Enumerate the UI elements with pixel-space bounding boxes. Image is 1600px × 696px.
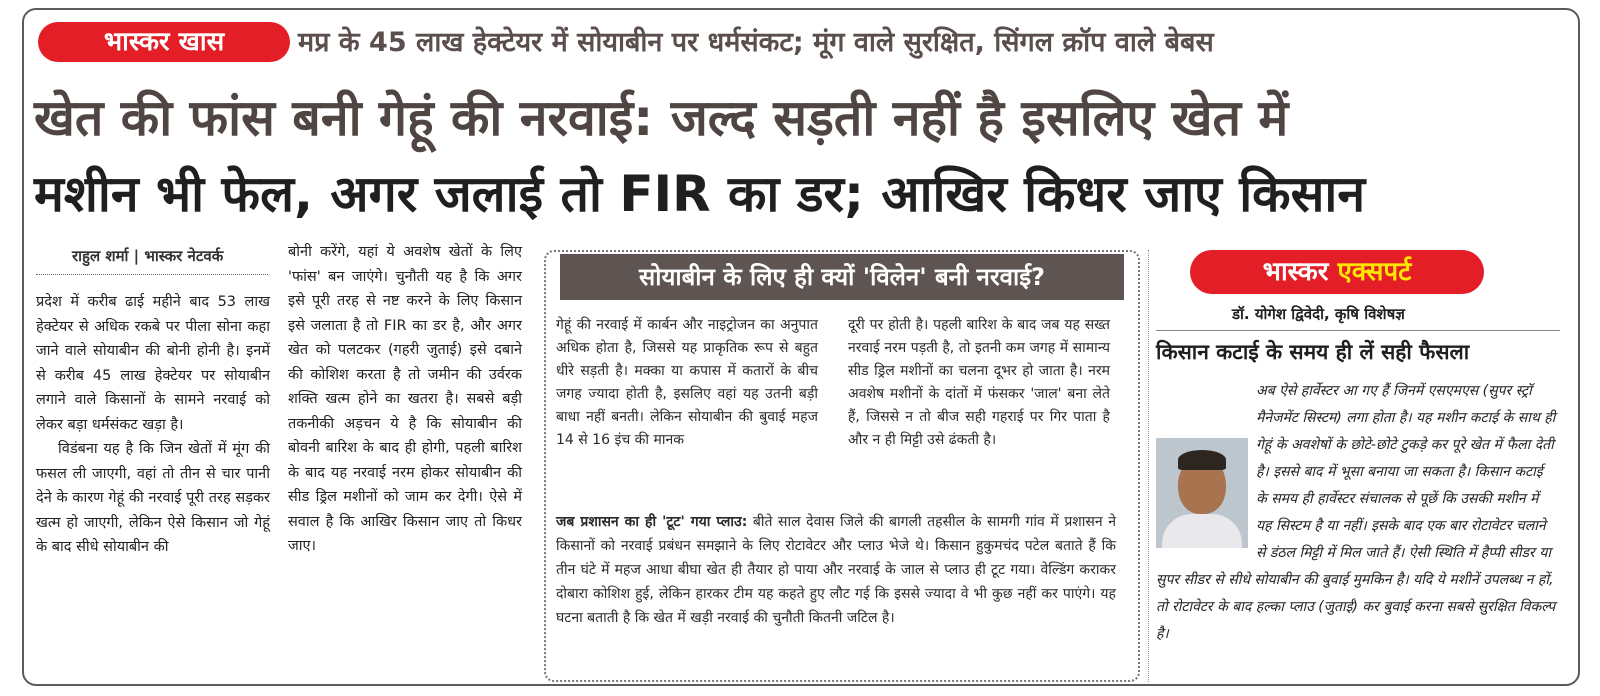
expert-badge-bhaskar: भास्कर [1262, 257, 1329, 287]
expert-text: अब ऐसे हार्वेस्टर आ गए हैं जिनमें एसएमएस (सुपर स्ट्रॉ मैनेजमेंट सिस्टम) लगा होता है। यह मशीन कटाई के साथ ही गेहूं के अवशेषों के छोटे-छोटे टुकड़े कर पूरे खेत में फैला देती है। इससे बाद में भूसा बनाया जा सकता है। किसान कटाई के समय ही हार्वेस्टर संचालक से पूछें कि उसकी मशीन में यह सिस्टम है या नहीं। इसके बाद एक बार रोटावेटर चलाने से डंठल मिट्टी में मिल जाते हैं। ऐसी स्थिति में हैप्पी सीडर या सुपर सीडर से सीधे सोयाबीन की बुवाई मुमकिन है। यदि ये मशीनें उपलब्ध न हों, तो रोटावेटर के बाद हल्का प्लाउ (जुताई) कर बुवाई करना सबसे सुरक्षित विकल्प है। [1156, 383, 1556, 642]
expert-name: डॉ. योगेश द्विवेदी, कृषि विशेषज्ञ [1232, 305, 1405, 323]
sidebar-box-lower-body: बीते साल देवास जिले की बागली तहसील के सामगी गांव में प्रशासन ने किसानों को नरवाई प्रबंधन समझाने के लिए रोटावेटर और प्लाउ भेजे थे। किसान हुकुमचंद पटेल बताते हैं कि तीन घंटे में महज आधा बीघा खेत ही तैयार हो पाया और नरवाई के जाल से प्लाउ ही टूट गया। वेल्डिंग कराकर दोबारा कोशिश हुई, लेकिन हारकर टीम यह कहते हुए लौट गई कि इससे ज्यादा वे भी कुछ नहीं कर पाएंगे। यह घटना बताती है कि खेत में खड़ी नरवाई की चुनौती कितनी जटिल है। [556, 514, 1117, 626]
story-paragraph: प्रदेश में करीब ढाई महीने बाद 53 लाख हेक्टेयर से अधिक रकबे पर पीला सोना कहा जाने वाले सोयाबीन की बोनी होनी है। इनमें से करीब 45 लाख हेक्टेयर पर सोयाबीन लगाने वाले किसानों के सामने नरवाई को लेकर बड़ा धर्मसंकट खड़ा है। [36, 294, 270, 433]
story-column-1 [36, 290, 270, 560]
headline-line-2: मशीन भी फेल, अगर जलाई तो FIR का डर; आखिर किधर जाए किसान [34, 165, 1366, 223]
byline: राहुल शर्मा | भास्कर नेटवर्क [72, 247, 224, 265]
kicker-headline: मप्र के 45 लाख हेक्टेयर में सोयाबीन पर धर्मसंकट; मूंग वाले सुरक्षित, सिंगल क्रॉप वाले बेबस [298, 27, 1214, 58]
sidebar-box-subhead: जब प्रशासन का ही 'टूट' गया प्लाउ: [556, 514, 748, 530]
story-paragraph: बोनी करेंगे, यहां ये अवशेष खेतों के लिए 'फांस' बन जाएंगे। चुनौती यह है कि अगर इसे पूरी तरह से नष्ट करने के लिए किसान इसे जलाता है तो FIR का डर है, और अगर खेत को पलटकर (गहरी जुताई) इसे दबाने की कोशिश करता है तो जमीन की उर्वरक शक्ति खत्म होने का खतरा है। सबसे बड़ी तकनीकी अड़चन ये है कि सोयाबीन की बोवनी बारिश के बाद ही होगी, पहली बारिश के बाद यह नरवाई नरम होकर सोयाबीन की सीड ड्रिल मशीनों को जाम कर देगी। ऐसे में सवाल है कि आखिर किसान जाए तो किधर जाए। [288, 244, 522, 554]
sidebar-box-column-b: दूरी पर होती है। पहली बारिश के बाद जब यह सख्त नरवाई नरम पड़ती है, तो इतनी कम जगह में सामान्य सीड ड्रिल मशीनों का चलना दूभर हो जाता है। नरम अवशेष मशीनों के दांतों में फंसकर 'जाल' बना लेते हैं, जिससे न तो बीज सही गहराई पर गिर पाता है और न ही मिट्टी उसे ढंकती है। [848, 317, 1110, 448]
expert-badge-expert: एक्सपर्ट [1337, 257, 1412, 287]
expert-heading: किसान कटाई के समय ही लें सही फैसला [1156, 340, 1470, 364]
main-headline [34, 80, 1564, 232]
sidebar-box-lower-text [556, 510, 1116, 630]
sidebar-box-title: सोयाबीन के लिए ही क्यों 'विलेन' बनी नरवाई? [560, 254, 1124, 300]
sidebar-box-column-a: गेहूं की नरवाई में कार्बन और नाइट्रोजन का अनुपात अधिक होता है, जिससे यह प्राकृतिक रूप से बहुत धीरे सड़ती है। मक्का या कपास में कतारों के बीच जगह ज्यादा होती है, इसलिए वहां यह उतनी बड़ी बाधा नहीं बनती। लेकिन सोयाबीन की बुवाई महज 14 से 16 इंच की मानक [556, 317, 818, 448]
bhaskar-expert-badge [1190, 250, 1484, 294]
bhaskar-khas-badge: भास्कर खास [38, 22, 290, 62]
expert-column [1156, 378, 1556, 648]
byline-divider [36, 274, 268, 275]
expert-divider [1156, 330, 1560, 331]
headline-line-1: खेत की फांस बनी गेहूं की नरवाई: जल्द सड़ती नहीं है इसलिए खेत में [34, 89, 1289, 147]
expert-photo [1156, 438, 1248, 548]
story-paragraph: विडंबना यह है कि जिन खेतों में मूंग की फसल ली जाएगी, वहां तो तीन से चार पानी देने के कारण गेहूं की नरवाई पूरी तरह सड़कर खत्म हो जाएगी, लेकिन ऐसे किसान जो गेहूं के बाद सीधे सोयाबीन की [36, 441, 270, 555]
story-column-2 [288, 240, 522, 559]
column-divider [1148, 250, 1149, 682]
